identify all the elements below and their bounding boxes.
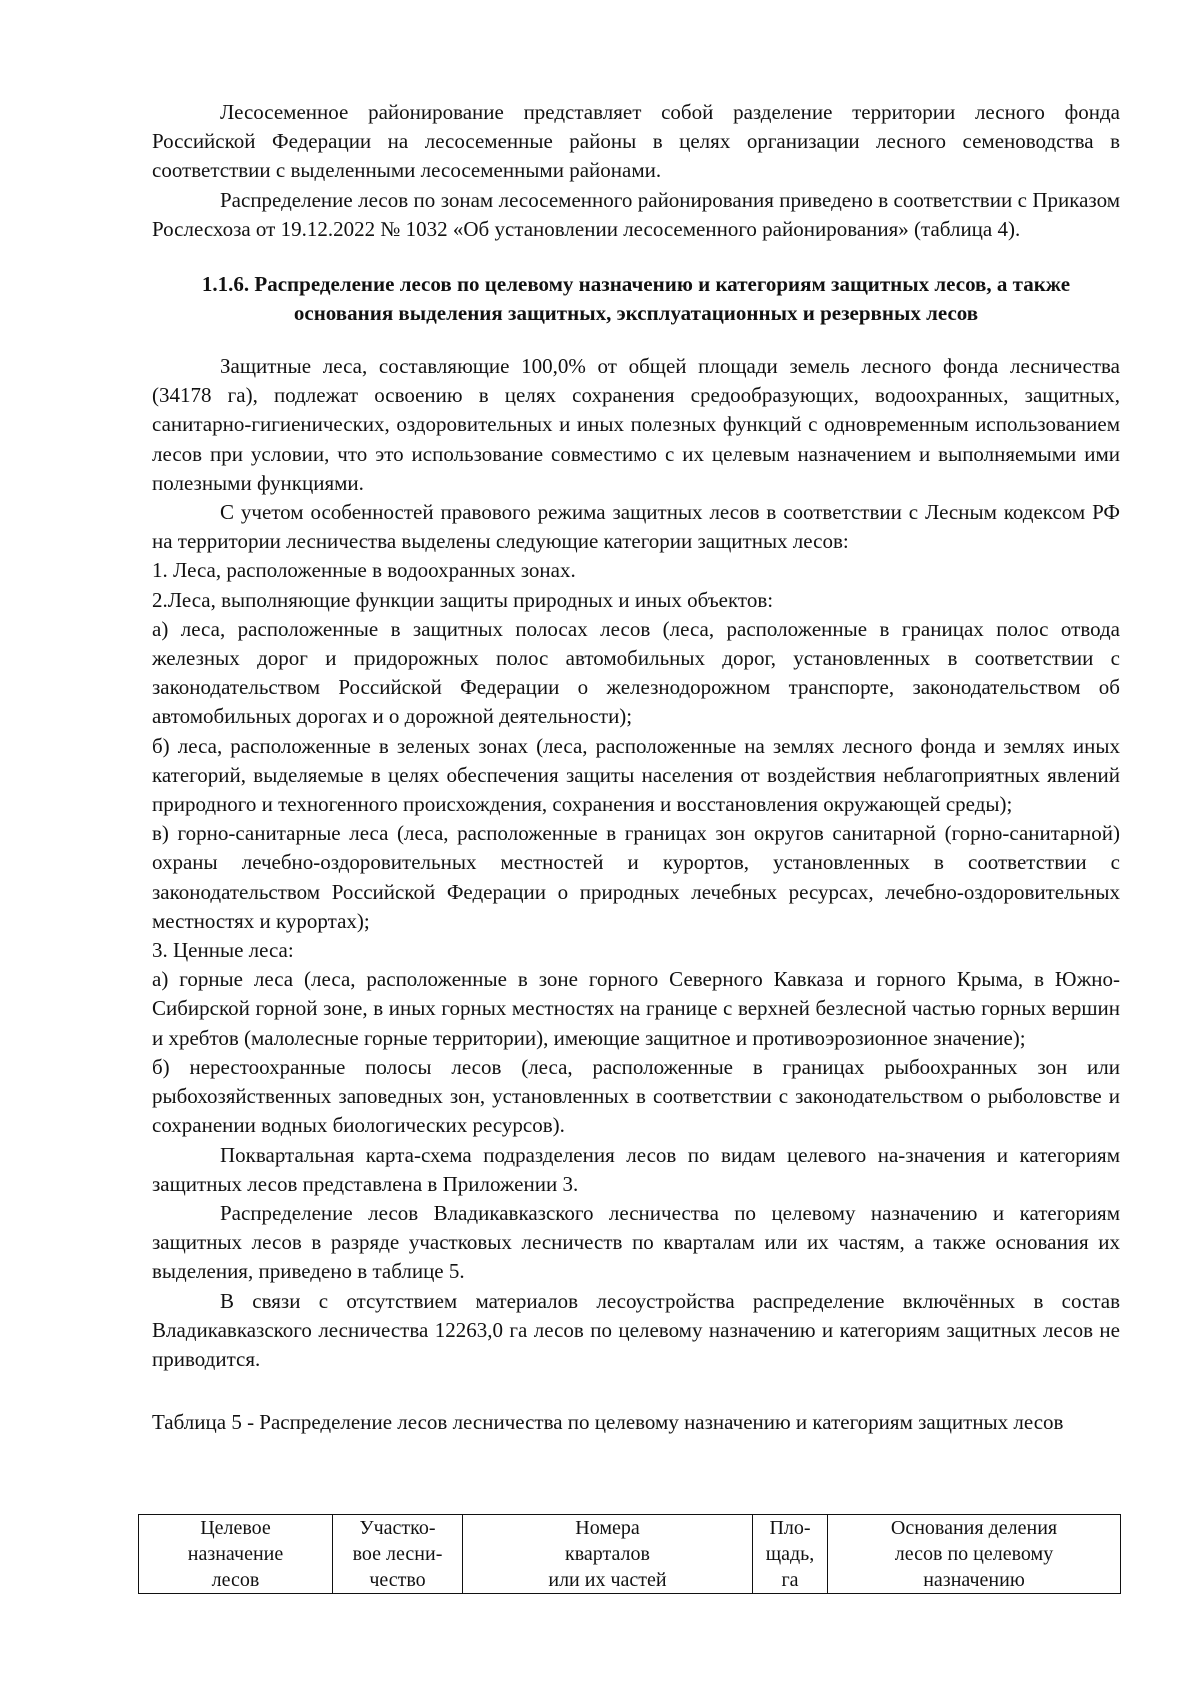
list-item-water-protection: 1. Леса, расположенные в водоохранных зонах. (152, 558, 576, 583)
header-area (753, 1515, 828, 1594)
list-item-mountain-sanitary: в) горно-санитарные леса (леса, расположенные в границах зон округов санитарной (горно-санитарной) охраны лечебно-оздоровительных местностей и курортов, установленных в соответствии с законодательством Российской Федерации о природных лечебных ресурсах, лечебно-оздоровительных местностях и курортах); (152, 821, 1120, 933)
list-item-spawning-strips: б) нерестоохранные полосы лесов (леса, расположенные в границах рыбоохранных зон или рыбохозяйственных заповедных зон, установленных в соответствии с законодательством о рыболовстве и сохранении водных биологических ресурсов). (152, 1054, 1120, 1138)
header-line: назначению (923, 1569, 1025, 1591)
header-line: Участко- (359, 1517, 436, 1539)
header-line: щадь, (765, 1543, 815, 1565)
header-line: Номера (575, 1517, 640, 1539)
list-item-mountain-forests: а) горные леса (леса, расположенные в зоне горного Северного Кавказа и горного Крыма, в Южно-Сибирской горной зоне, в иных горных местностях на границе с верхней безлесной частью горных вершин и хребтов (малолесные горные территории), имеющие защитное и противоэрозионное значение); (152, 967, 1120, 1050)
header-line: лесов (211, 1569, 260, 1591)
header-line: лесов по целевому (894, 1543, 1054, 1565)
header-division-grounds (828, 1515, 1121, 1594)
header-line: чество (369, 1569, 426, 1591)
header-line: вое лесни- (352, 1543, 443, 1565)
header-district-forestry (333, 1515, 463, 1594)
document-body (152, 98, 1120, 1437)
paragraph-seed-zoning-reference: Распределение лесов по зонам лесосеменного районирования приведено в соответствии с Приказом Рослесхоза от 19.12.2022 № 1032 «Об установлении лесосеменного районирования» (таблица 4). (152, 187, 1120, 241)
list-item-protection-functions: 2.Леса, выполняющие функции защиты природных и иных объектов: (152, 587, 774, 612)
list-item-protective-strips: а) леса, расположенные в защитных полосах лесов (леса, расположенные в границах полос отвода железных дорог и придорожных полос автомобильных дорог, установленных в соответствии с законодательством Российской Федерации о железнодорожном транспорте, законодательством об автомобильных дорогах и о дорожной деятельности); (152, 616, 1120, 729)
header-line: га (781, 1569, 799, 1591)
header-line: Целевое (200, 1517, 271, 1539)
table-caption: Таблица 5 - Распределение лесов лесничества по целевому назначению и категориям защитных лесов (152, 1410, 1064, 1435)
paragraph-table-reference: Распределение лесов Владикавказского лесничества по целевому назначению и категориям защитных лесов в разряде участковых лесничеств по кварталам или их частям, а также основания их выделения, приведено в таблице 5. (152, 1200, 1120, 1284)
paragraph-no-inventory: В связи с отсутствием материалов лесоустройства распределение включённых в состав Владикавказского лесничества 12263,0 га лесов по целевому назначению и категориям защитных лесов не приводится. (152, 1288, 1120, 1371)
forest-distribution-table (138, 1514, 1121, 1594)
header-quarter-numbers (463, 1515, 753, 1594)
header-target-purpose (139, 1515, 333, 1594)
paragraph-appendix-map: Поквартальная карта-схема подразделения лесов по видам целевого на-значения и категориям защитных лесов представлена в Приложении 3. (152, 1142, 1120, 1196)
header-line: Основания деления (890, 1517, 1058, 1539)
paragraph-seed-zoning-definition: Лесосеменное районирование представляет собой разделение территории лесного фонда Российской Федерации на лесосеменные районы в целях организации лесного семеноводства в соответствии с выделенными лесосеменными районами. (152, 100, 1120, 183)
header-line: или их частей (548, 1569, 667, 1591)
table-header-row (139, 1515, 1121, 1594)
list-item-green-zones: б) леса, расположенные в зеленых зонах (леса, расположенные на землях лесного фонда и землях иных категорий, выделяемые в целях обеспечения защиты населения от воздействия неблагоприятных явлений природного и техногенного происхождения, сохранения и восстановления окружающей среды); (152, 733, 1120, 817)
paragraph-categories-intro: С учетом особенностей правового режима защитных лесов в соответствии с Лесным кодексом РФ на территории лесничества выделены следующие категории защитных лесов: (152, 500, 1120, 554)
list-item-valuable-forests: 3. Ценные леса: (152, 938, 294, 963)
header-line: кварталов (565, 1543, 650, 1565)
header-line: назначение (187, 1543, 284, 1565)
paragraph-protective-forests: Защитные леса, составляющие 100,0% от общей площади земель лесного фонда лесничества (34178 га), подлежат освоению в целях сохранения средообразующих, водоохранных, защитных, санитарно-гигиенических, оздоровительных и иных полезных функций с одновременным использованием лесов при условии, что это использование совместимо с их целевым назначением и выполняемыми ими полезными функциями. (152, 354, 1120, 495)
section-heading: 1.1.6. Распределение лесов по целевому назначению и категориям защитных лесов, а также основания выделения защитных, эксплуатационных и резервных лесов (201, 272, 1071, 326)
header-line: Пло- (769, 1517, 811, 1539)
